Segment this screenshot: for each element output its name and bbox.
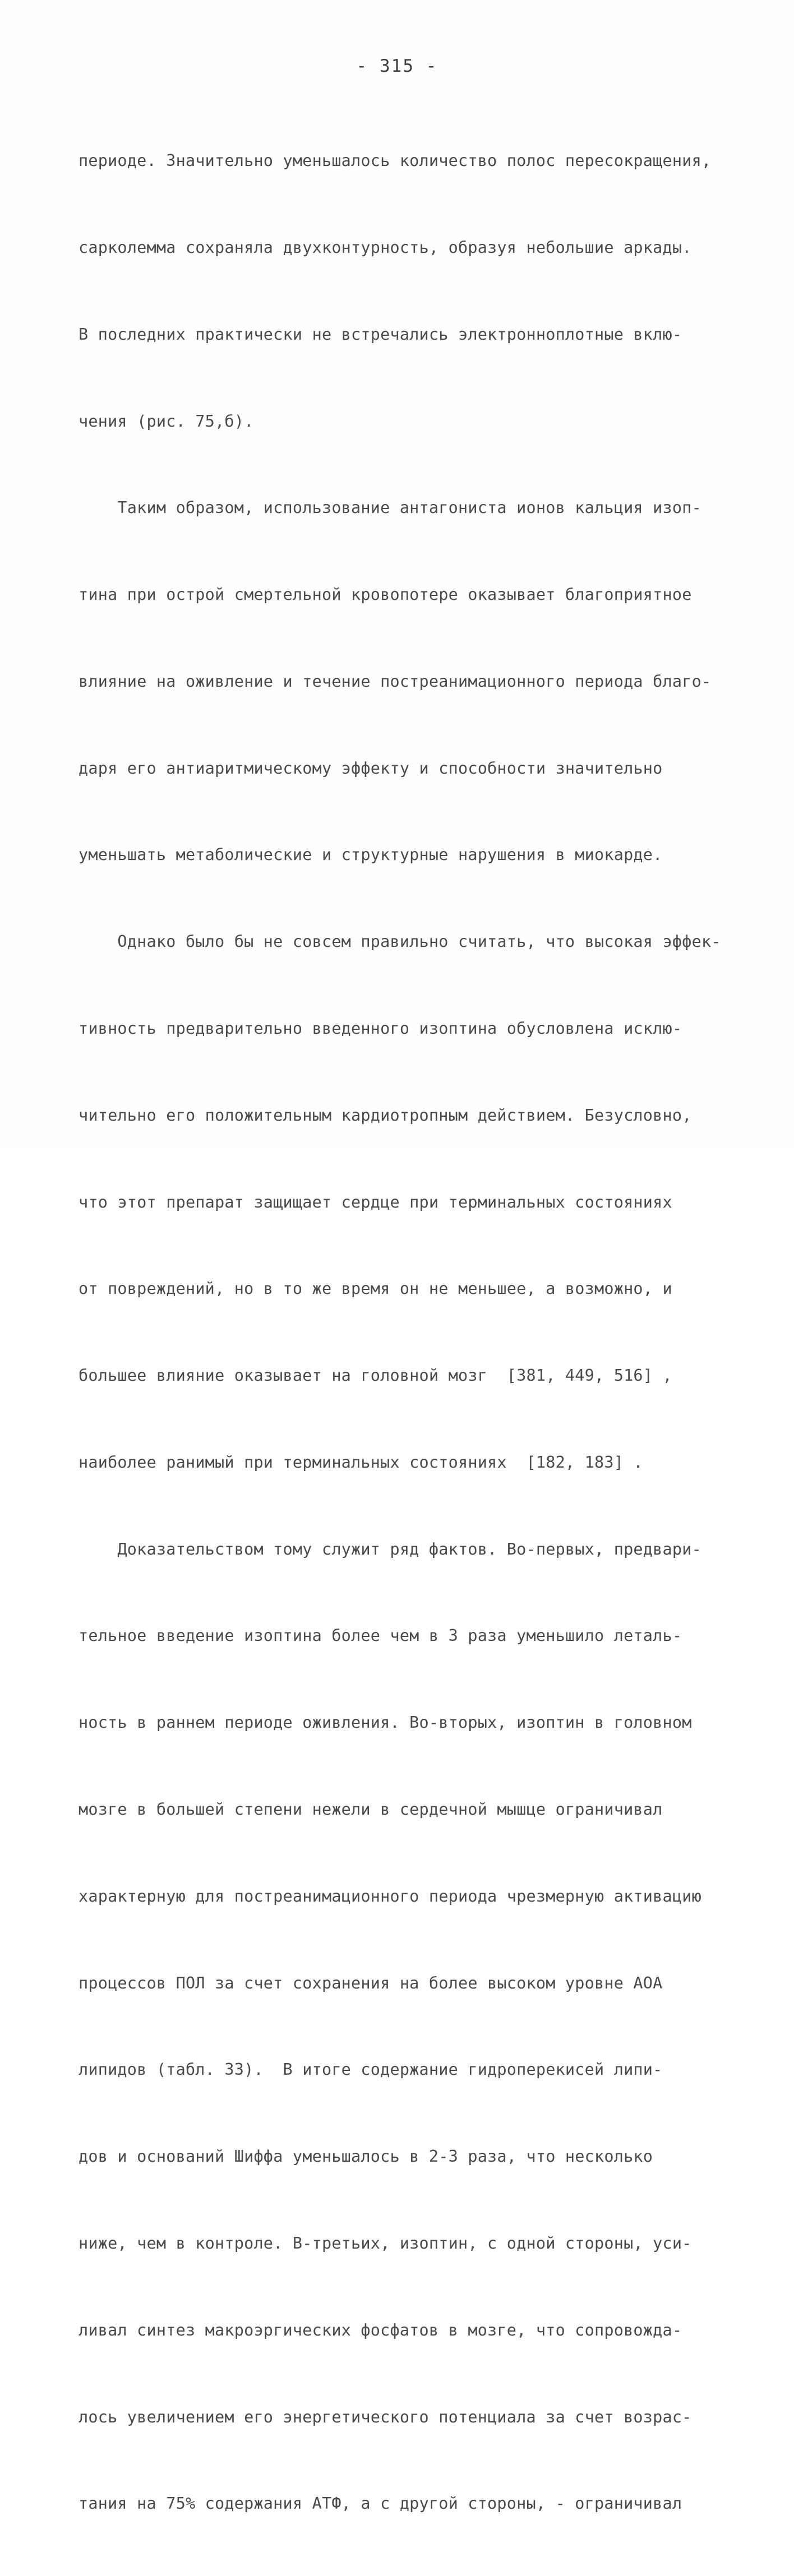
text-line: влияние на оживление и течение постреанимационного периода благо- — [79, 672, 712, 691]
text-line: ность в раннем периоде оживления. Во-вторых, изоптин в головном — [79, 1713, 692, 1732]
text-line: от повреждений, но в то же время он не меньшее, а возможно, и — [79, 1279, 672, 1298]
text-line: что этот препарат защищает сердце при терминальных состояниях — [79, 1192, 672, 1211]
text-line: периоде. Значительно уменьшалось количество полос пересокращения, — [79, 151, 712, 170]
text-line: мозге в большей степени нежели в сердечной мышце ограничивал — [79, 1800, 663, 1819]
body-text — [79, 89, 729, 2576]
text-line: Однако было бы не совсем правильно считать, что высокая эффек- — [79, 932, 721, 951]
text-line: липидов (табл. 33). В итоге содержание гидроперекисей липи- — [79, 2060, 663, 2079]
text-line: тивность предварительно введенного изоптина обусловлена исклю- — [79, 1019, 682, 1038]
text-line: характерную для постреанимационного периода чрезмерную активацию — [79, 1886, 701, 1906]
text-line: тельное введение изоптина более чем в 3 раза уменьшило леталь- — [79, 1626, 682, 1645]
text-line: процессов ПОЛ за счет сохранения на более высоком уровне АОА — [79, 1973, 663, 1992]
text-line: Доказательством тому служит ряд фактов. Во-первых, предвари- — [79, 1539, 701, 1558]
text-line: чения (рис. 75,б). — [79, 411, 254, 431]
text-line: наиболее ранимый при терминальных состояниях [182, 183] . — [79, 1453, 643, 1472]
text-line: тина при острой смертельной кровопотере оказывает благоприятное — [79, 585, 692, 604]
text-line: ниже, чем в контроле. В-третьих, изоптин, с одной стороны, уси- — [79, 2233, 692, 2253]
text-line: сарколемма сохраняла двухконтурность, образуя небольшие аркады. — [79, 238, 692, 257]
page-number: - 315 - — [356, 56, 438, 76]
text-line: даря его антиаритмическому эффекту и способности значительно — [79, 759, 663, 778]
text-line: лось увеличением его энергетического потенциала за счет возрас- — [79, 2407, 692, 2426]
text-line: большее влияние оказывает на головной мозг [381, 449, 516] , — [79, 1366, 672, 1385]
text-line: Таким образом, использование антагониста ионов кальция изоп- — [79, 498, 701, 517]
text-line: В последних практически не встречались электронноплотные вклю- — [79, 325, 682, 344]
text-line: дов и оснований Шиффа уменьшалось в 2-3 раза, что несколько — [79, 2147, 653, 2166]
text-line: ливал синтез макроэргических фосфатов в мозге, что сопровожда- — [79, 2320, 682, 2339]
text-line: тания на 75% содержания АТФ, а с другой стороны, - ограничивал — [79, 2494, 682, 2513]
text-line: чительно его положительным кардиотропным действием. Безусловно, — [79, 1106, 692, 1125]
text-line: уменьшать метаболические и структурные нарушения в миокарде. — [79, 845, 663, 864]
